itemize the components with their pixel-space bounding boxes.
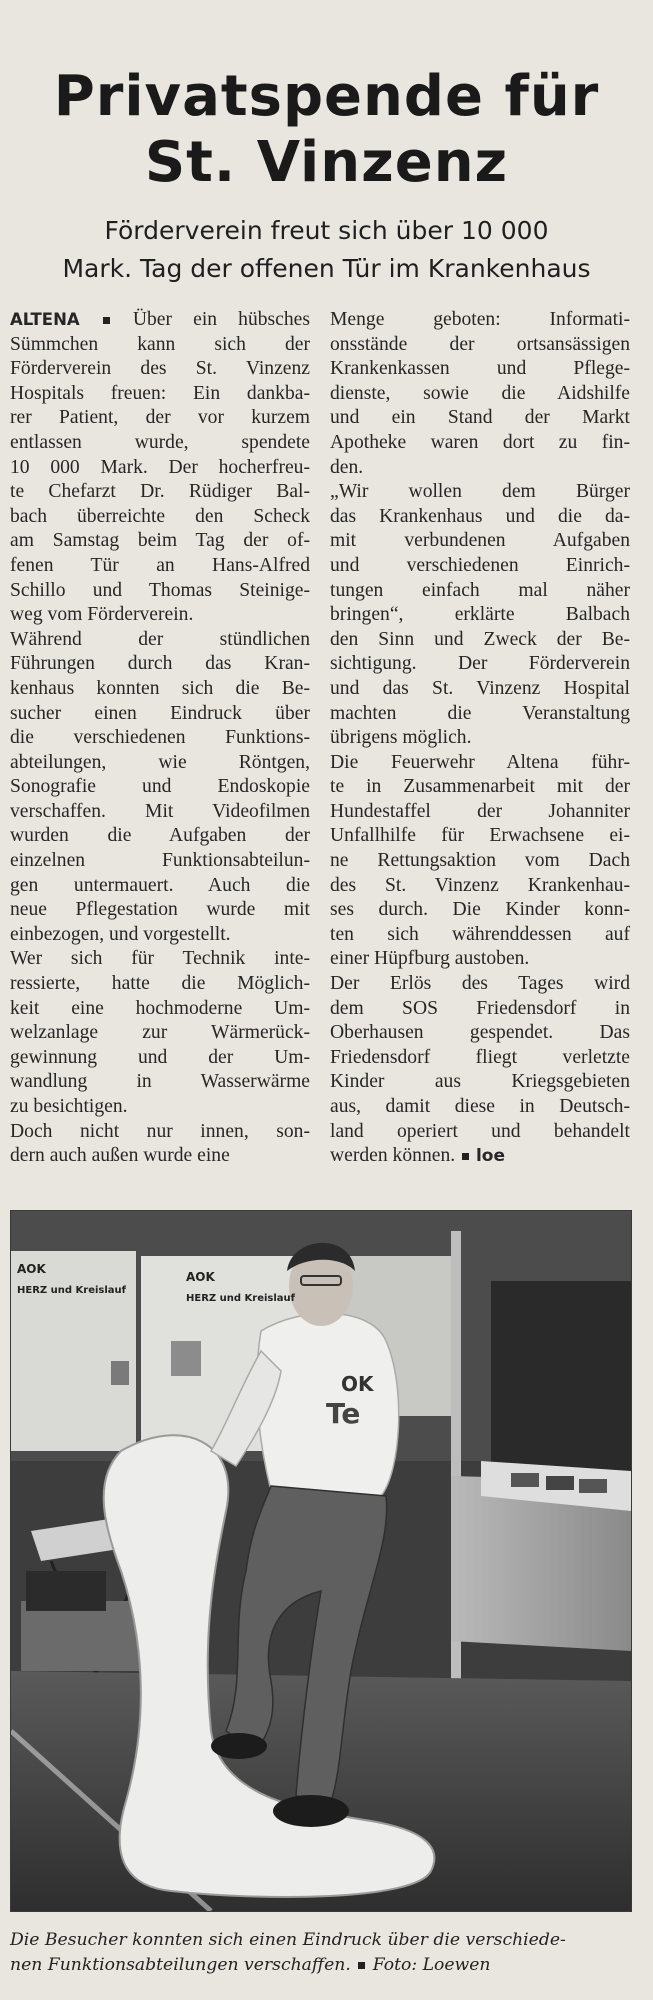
article-line: Die Feuerwehr Altena führ-	[330, 751, 630, 773]
article-line: 10 000 Mark. Der hocherfreu-	[10, 456, 310, 478]
article-line: wandlung in Wasserwärme	[10, 1071, 310, 1093]
article-line: dern auch außen wurde eine	[10, 1145, 230, 1167]
article-column-left	[10, 308, 310, 1169]
separator-square-icon	[358, 1962, 365, 1969]
headline-line: St. Vinzenz	[144, 129, 509, 195]
article-line: Unfallhilfe für Erwachsene ei-	[330, 825, 630, 847]
article-line: Schillo und Thomas Steinige-	[10, 579, 310, 601]
article-line: wurden die Aufgaben der	[10, 825, 310, 847]
article-line: Apotheke waren dort zu fin-	[330, 431, 630, 453]
article-line: die verschiedenen Funktions-	[10, 727, 310, 749]
article-line: gen untermauert. Auch die	[10, 874, 310, 896]
article-line: gewinnung und der Um-	[10, 1046, 310, 1068]
article-line: Friedensdorf fliegt verletzte	[330, 1046, 630, 1068]
article-line: des St. Vinzenz Krankenhau-	[330, 874, 630, 896]
poster-left	[11, 1251, 136, 1451]
article-line: am Samstag beim Tag der of-	[10, 530, 310, 552]
article-line: Der Erlös des Tages wird	[330, 973, 630, 995]
article-line-text: Über ein hübsches	[132, 309, 310, 330]
photo-illustration	[11, 1211, 631, 1911]
article-line: Hundestaffel der Johanniter	[330, 800, 630, 822]
article-line: tungen einfach mal näher	[330, 579, 630, 601]
subheadline-line: Förderverein freut sich über 10 000	[104, 216, 549, 245]
article-line: aus, damit diese in Deutsch-	[330, 1096, 630, 1117]
article-line: machten die Veranstaltung	[330, 702, 630, 724]
poster-mid-title: HERZ und Kreislauf	[186, 1293, 295, 1304]
article-line: abteilungen, wie Röntgen,	[10, 751, 310, 773]
article-line: Menge geboten: Informati-	[330, 309, 630, 330]
article-line: das Krankenhaus und die da-	[330, 505, 630, 527]
shirt-text-1: OK	[341, 1372, 374, 1396]
article-line: Während der stündlichen	[10, 628, 310, 650]
caption-line	[10, 1953, 640, 1978]
article-column-right	[330, 308, 630, 1169]
article-line: dienste, sowie die Aidshilfe	[330, 382, 630, 404]
article-line	[10, 308, 310, 333]
article-line: ses durch. Die Kinder konn-	[330, 899, 630, 921]
article-line: Oberhausen gespendet. Das	[330, 1022, 630, 1044]
caption-line-text: nen Funktionsabteilungen verschaffen.	[10, 1955, 351, 1975]
article-line: kenhaus konnten sich die Be-	[10, 677, 310, 699]
poster-left-brand: AOK	[17, 1262, 46, 1276]
article-line: rer Patient, der vor kurzem	[10, 407, 310, 429]
article-line: dem SOS Friedensdorf in	[330, 997, 630, 1019]
article-line: welzanlage zur Wärmerück-	[10, 1022, 310, 1044]
article-line: Förderverein des St. Vinzenz	[10, 358, 310, 380]
headline	[20, 64, 633, 196]
article-line: keit eine hochmoderne Um-	[10, 997, 310, 1019]
article-line: ne Rettungsaktion vom Dach	[330, 850, 630, 872]
separator-square-icon	[462, 1153, 469, 1160]
article-line: Sümmchen kann sich der	[10, 333, 310, 355]
article-line: Doch nicht nur innen, son-	[10, 1120, 310, 1142]
article-line: ten sich währenddessen auf	[330, 923, 630, 945]
article-line: sichtigung. Der Förderverein	[330, 653, 630, 675]
article-line: einzelnen Funktionsabteilun-	[10, 850, 310, 872]
article-line	[330, 1144, 630, 1169]
article-line: einer Hüpfburg austoben.	[330, 948, 530, 970]
article-line: und verschiedenen Einrich-	[330, 554, 630, 576]
article-line: verschaffen. Mit Videofilmen	[10, 800, 310, 822]
article-line: „Wir wollen dem Bürger	[330, 481, 630, 503]
article-line: te Chefarzt Dr. Rüdiger Bal-	[10, 481, 310, 503]
article-line: zu besichtigen.	[10, 1096, 128, 1117]
article-line: Kinder aus Kriegsgebieten	[330, 1071, 630, 1093]
article-line: übrigens möglich.	[330, 727, 472, 749]
article-line: bach überreichte den Scheck	[10, 505, 310, 527]
article-line: den Sinn und Zweck der Be-	[330, 628, 630, 650]
article-line: den.	[330, 456, 364, 478]
dateline: ALTENA	[10, 310, 80, 329]
article-line: Krankenkassen und Pflege-	[330, 358, 630, 380]
article-line: Führungen durch das Kran-	[10, 653, 310, 675]
poster-mid-brand: AOK	[186, 1270, 215, 1284]
headline-line: Privatspende für	[53, 63, 600, 129]
article-line: ressierte, hatte die Möglich-	[10, 973, 310, 995]
article-line: land operiert und behandelt	[330, 1120, 630, 1142]
article-line: neue Pflegestation wurde mit	[10, 899, 310, 921]
subheadline-line: Mark. Tag der offenen Tür im Krankenhaus	[62, 254, 591, 283]
article-line: fenen Tür an Hans-Alfred	[10, 554, 310, 576]
poster-left-title: HERZ und Kreislauf	[17, 1285, 126, 1296]
article-line: onsstände der ortsansässigen	[330, 333, 630, 355]
caption-line: Die Besucher konnten sich einen Eindruck über die verschiede-	[10, 1930, 566, 1950]
separator-square-icon	[103, 317, 110, 324]
article-line: Sonografie und Endoskopie	[10, 776, 310, 798]
photo-credit: Foto: Loewen	[372, 1955, 491, 1975]
article-line: und das St. Vinzenz Hospital	[330, 677, 630, 699]
author-initials: loe	[475, 1146, 505, 1167]
article-photo	[10, 1210, 632, 1912]
article-line: sucher einen Eindruck über	[10, 702, 310, 724]
article-line-text: werden können.	[330, 1145, 456, 1167]
article-line: Wer sich für Technik inte-	[10, 948, 310, 970]
shirt-text-2: Te	[326, 1397, 361, 1430]
article-line: mit verbundenen Aufgaben	[330, 530, 630, 552]
article-line: weg vom Förderverein.	[10, 604, 194, 626]
article-line: Hospitals freuen: Ein dankba-	[10, 382, 310, 404]
article-line: einbezogen, und vorgestellt.	[10, 923, 231, 945]
article-line: entlassen wurde, spendete	[10, 431, 310, 453]
photo-caption	[10, 1928, 640, 1978]
article-line: te in Zusammenarbeit mit der	[330, 776, 630, 798]
article-line: und ein Stand der Markt	[330, 407, 630, 429]
subheadline	[10, 212, 643, 288]
article-line: bringen“, erklärte Balbach	[330, 604, 630, 626]
